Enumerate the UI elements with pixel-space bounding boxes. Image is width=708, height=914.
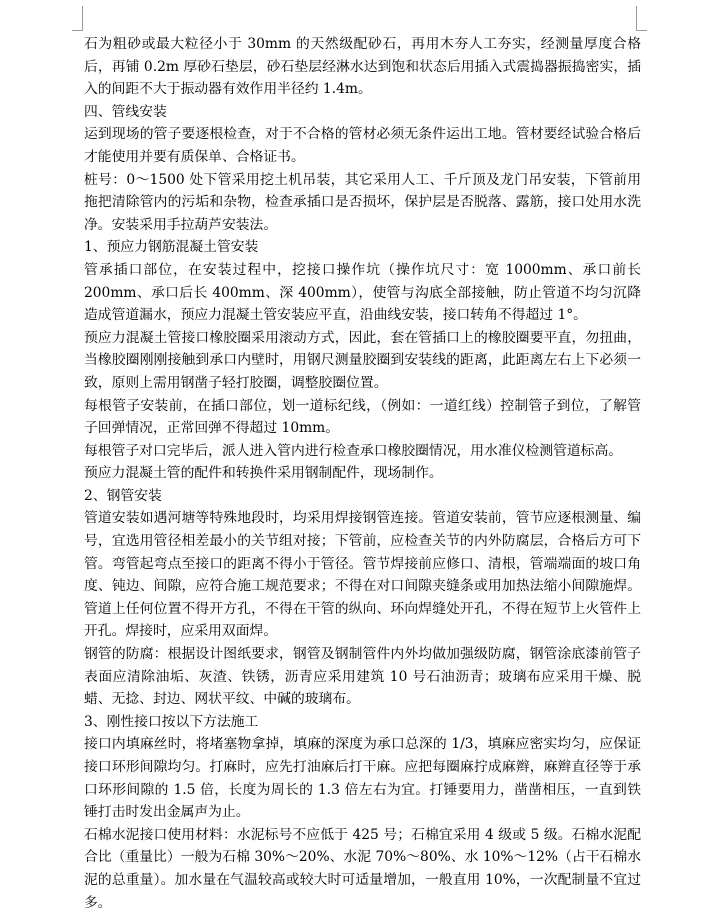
document-body xyxy=(84,33,641,914)
paragraph-fittings: 预应力混凝土管的配件和转换件采用钢制配件，现场制作。 xyxy=(84,465,443,482)
paragraph-marking-line: 每根管子安装前，在插口部位，划一道标纪线，（例如：一道红线）控制管子到位，了解管子回弹情况，正常回弹不得超过 10mm。 xyxy=(84,397,641,437)
paragraph-asbestos-cement: 石棉水泥接口使用材料：水泥标号不应低于 425 号；石棉宜采用 4 级或 5 级。石棉水泥配合比（重量比）一般为石棉 30%～20%、水泥 70%～80%、水 10%～12%（占干石棉水泥的总重量）。加水量在气温较高或较大时可适量增加，一般直用 10%，一次配制量不宜过多。 xyxy=(84,826,641,911)
page-corner-mark-right xyxy=(636,6,647,31)
paragraph-inspection-after-joint: 每根管子对口完毕后，派人进入管内进行检查承口橡胶圈情况，用水准仪检测管道标高。 xyxy=(84,442,623,459)
paragraph-socket-joint-pit: 管承插口部位，在安装过程中，挖接口操作坑（操作坑尺寸：宽 1000mm、承口前长 200mm、承口后长 400mm、深 400mm），使管与沟底全部接触，防止管道不均匀沉降造成管道漏水，预应力混凝土管安装应平直，沿曲线安装，接口转角不得超过 1°。 xyxy=(84,261,641,324)
paragraph-sand-gravel-cushion: 石为粗砂或最大粒径小于 30mm 的天然级配砂石，再用木夯人工夯实，经测量厚度合格后，再铺 0.2m 厚砂石垫层，砂石垫层经淋水达到饱和状态后用插入式震捣器振捣密实，插入的间距不大于振动器有效作用半径约 1.4m。 xyxy=(84,36,641,98)
section-heading-pipeline-installation: 四、管线安装 xyxy=(84,103,167,120)
paragraph-hemp-filling: 接口内填麻丝时，将堵塞物拿掉，填麻的深度为承口总深的 1/3，填麻应密实均匀，应保证接口环形间隙均匀。打麻时，应先打油麻后打干麻。应把每圈麻拧成麻辫，麻辫直径等于承口环形间隙的 1.5 倍，长度为周长的 1.3 倍左右为宜。打锤要用力，凿凿相压，一直到铁锤打击时发出金属声为止。 xyxy=(84,736,641,821)
paragraph-steel-pipe-anticorrosion: 钢管的防腐：根据设计图纸要求，钢管及钢制管件内外均做加强级防腐，钢管涂底漆前管子表面应清除油垢、灰渣、铁锈，沥青应采用建筑 10 号石油沥青；玻璃布应采用干燥、脱蜡、无捻、封边、网状平纹、中碱的玻璃布。 xyxy=(84,646,641,708)
subheading-rigid-joint: 3、刚性接口按以下方法施工 xyxy=(84,713,259,730)
subheading-prestressed-concrete-pipe: 1、预应力钢筋混凝土管安装 xyxy=(84,239,259,256)
paragraph-rubber-ring: 预应力混凝土管接口橡胶圈采用滚动方式，因此，套在管插口上的橡胶圈要平直，勿扭曲，当橡胶圈刚刚接触到承口内壁时，用钢尺测量胶圈到安装线的距离，此距离左右上下必须一致，原则上需用钢凿子轻打胶圈，调整胶圈位置。 xyxy=(84,329,641,391)
paragraph-steel-pipe-welding: 管道安装如遇河塘等特殊地段时，均采用焊接钢管连接。管道安装前，管节应逐根测量、编号，宜选用管径相差最小的关节组对接；下管前，应检查关节的内外防腐层，合格后方可下管。弯管起弯点至接口的距离不得小于管径。管节焊接前应修口、清根，管端端面的坡口角度、钝边、间隙，应符合施工规范要求；不得在对口间隙夹缝条或用加热法缩小间隙施焊。管道上任何位置不得开方孔，不得在干管的纵向、环向焊缝处开孔，不得在短节上火管件上开孔。焊接时，应采用双面焊。 xyxy=(84,510,641,640)
paragraph-lowering-pipes: 桩号：0～1500 处下管采用挖土机吊装，其它采用人工、千斤顶及龙门吊安装，下管前用拖把清除管内的污垢和杂物，检查承插口是否损坏，保护层是否脱落、露筋，接口处用水洗净。安装采用手拉葫芦安装法。 xyxy=(84,171,641,233)
paragraph-pipe-inspection: 运到现场的管子要逐根检查，对于不合格的管材必须无条件运出工地。管材要经试验合格后才能使用并要有质保单、合格证书。 xyxy=(84,126,641,165)
subheading-steel-pipe: 2、钢管安装 xyxy=(84,487,162,504)
page-corner-mark-left xyxy=(72,6,83,31)
